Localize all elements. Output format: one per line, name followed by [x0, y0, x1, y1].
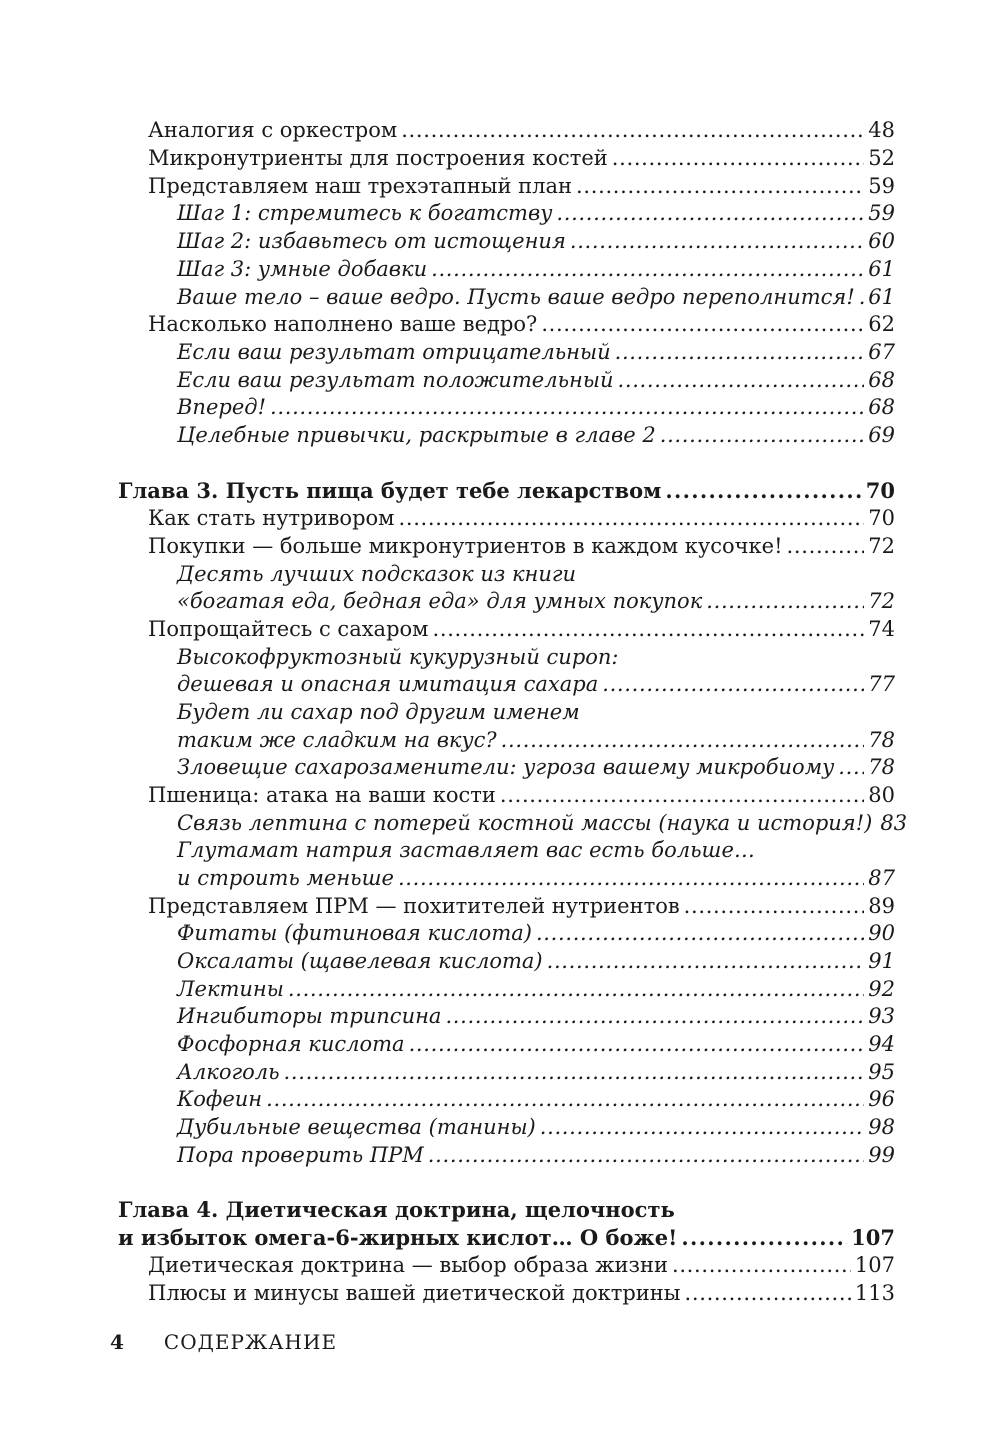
toc-entry-title: Шаг 2: избавьтесь от истощения: [177, 229, 566, 253]
toc-entry-title: Если ваш результат отрицательный: [177, 340, 611, 364]
toc-page-number: 93: [868, 1004, 895, 1028]
dot-leader: [288, 975, 864, 1003]
toc-chapter: [118, 477, 895, 505]
toc-entry: [177, 753, 895, 781]
toc-entry-title: Как стать нутривором: [148, 506, 395, 530]
dot-leader: [536, 919, 864, 947]
toc-entry: [177, 643, 895, 671]
dot-leader: [433, 615, 865, 643]
toc-entry: [148, 172, 895, 200]
toc-entry: [177, 670, 895, 698]
dot-leader: [684, 892, 865, 920]
toc-entry: [177, 1141, 895, 1169]
dot-leader: [431, 255, 864, 283]
toc-entry-title: Представляем ПРМ — похитителей нутриентов: [148, 894, 680, 918]
toc-page-number: 89: [868, 894, 895, 918]
toc-entry: [148, 532, 895, 560]
toc-entry-title: таким же сладким на вкус?: [177, 728, 497, 752]
toc-page-number: 61: [868, 257, 895, 281]
toc-entry: [148, 781, 895, 809]
dot-leader: [672, 1251, 851, 1279]
dot-leader: [660, 421, 865, 449]
toc-page-number: 113: [854, 1281, 895, 1305]
dot-leader: [270, 393, 864, 421]
toc-entry-title: «богатая еда, бедная еда» для умных покупок: [177, 589, 703, 613]
dot-leader: [576, 172, 864, 200]
toc-page-number: 72: [868, 534, 895, 558]
toc-page-number: 48: [868, 118, 895, 142]
toc-entry: [148, 144, 895, 172]
toc-entry-title: Фосфорная кислота: [177, 1032, 405, 1056]
dot-leader: [602, 670, 864, 698]
section-title: СОДЕРЖАНИЕ: [163, 1330, 338, 1354]
dot-leader: [399, 504, 865, 532]
toc-chapter: [118, 1224, 895, 1252]
toc-entry: [177, 726, 895, 754]
toc-page-number: 107: [854, 1253, 895, 1277]
toc-page-number: 92: [868, 977, 895, 1001]
toc-page-number: 87: [868, 866, 895, 890]
toc-entry-title: Насколько наполнено ваше ведро?: [148, 312, 538, 336]
toc-entry: [177, 698, 895, 726]
toc-chapter: [118, 1196, 895, 1224]
toc-entry-title: Представляем наш трехэтапный план: [148, 174, 573, 198]
toc-entry: [177, 836, 895, 864]
toc-page-number: 107: [851, 1225, 895, 1250]
dot-leader: [398, 864, 864, 892]
toc-page-number: 98: [868, 1115, 895, 1139]
toc-entry-title: Будет ли сахар под другим именем: [177, 700, 580, 724]
dot-leader: [787, 532, 865, 560]
toc-entry-title: Оксалаты (щавелевая кислота): [177, 949, 543, 973]
toc-entry-title: Целебные привычки, раскрытые в главе 2: [177, 423, 656, 447]
dot-leader: [541, 310, 864, 338]
toc-entry: [148, 1279, 895, 1307]
toc-entry-title: и строить меньше: [177, 866, 394, 890]
toc-page-number: 68: [868, 368, 895, 392]
toc-page-number: 62: [868, 312, 895, 336]
toc-page-number: 77: [868, 672, 895, 696]
toc-page-number: 52: [868, 146, 895, 170]
toc-page-number: 69: [868, 423, 895, 447]
toc-entry-title: дешевая и опасная имитация сахара: [177, 672, 599, 696]
toc-entry-title: Глутамат натрия заставляет вас есть больше…: [177, 838, 755, 862]
toc-entry-title: Алкоголь: [177, 1060, 280, 1084]
dot-leader: [500, 781, 864, 809]
dot-leader: [706, 587, 864, 615]
toc-page-number: 74: [868, 617, 895, 641]
toc-entry: [177, 1030, 895, 1058]
toc-entry-title: Пора проверить ПРМ: [177, 1143, 424, 1167]
dot-leader: [681, 1224, 847, 1252]
page-footer: [110, 1330, 337, 1354]
toc-page-number: 59: [868, 174, 895, 198]
toc-entry-title: Вперед!: [177, 395, 267, 419]
toc-page-number: 70: [865, 478, 895, 503]
dot-leader: [284, 1058, 865, 1086]
toc-page-number: 60: [868, 229, 895, 253]
toc-entry: [177, 587, 895, 615]
toc-entry-title: Глава 3. Пусть пища будет тебе лекарством: [118, 478, 662, 503]
toc-entry: [177, 283, 895, 311]
dot-leader: [612, 144, 865, 172]
toc-entry-title: Высокофруктозный кукурузный сироп:: [177, 645, 619, 669]
toc-entry-title: Кофеин: [177, 1087, 263, 1111]
toc-entry: [177, 1058, 895, 1086]
toc-entry: [177, 864, 895, 892]
toc-entry: [177, 1085, 895, 1113]
toc-page-number: 70: [868, 506, 895, 530]
toc-entry-title: и избыток омега-6-жирных кислот… О боже!: [118, 1225, 678, 1250]
toc-page-number: 90: [868, 921, 895, 945]
toc-entry-title: Фитаты (фитиновая кислота): [177, 921, 532, 945]
toc-entry-title: Аналогия с оркестром: [148, 118, 398, 142]
toc-entry-title: Зловещие сахарозаменители: угроза вашему микробиому: [177, 755, 835, 779]
dot-leader: [266, 1085, 864, 1113]
toc-entry-title: Глава 4. Диетическая доктрина, щелочность: [118, 1197, 675, 1222]
toc-page-number: 83: [880, 811, 908, 835]
dot-leader: [665, 477, 861, 505]
toc-entry: [177, 227, 895, 255]
toc-page-number: 78: [868, 755, 895, 779]
toc-entry-title: Лектины: [177, 977, 284, 1001]
toc-entry: [148, 504, 895, 532]
toc-entry: [177, 947, 895, 975]
toc-page-number: 96: [868, 1087, 895, 1111]
toc-page-number: 80: [868, 783, 895, 807]
toc-entry-title: Шаг 3: умные добавки: [177, 257, 428, 281]
toc-entry: [177, 1113, 895, 1141]
dot-leader: [685, 1279, 851, 1307]
dot-leader: [556, 199, 864, 227]
toc-page-number: 61: [868, 285, 895, 309]
dot-leader: [540, 1113, 865, 1141]
dot-leader: [618, 366, 865, 394]
toc-entry-title: Ингибиторы трипсина: [177, 1004, 442, 1028]
dot-leader: [570, 227, 864, 255]
toc-page-number: 99: [868, 1143, 895, 1167]
toc-entry: [177, 421, 895, 449]
toc-page-number: 91: [868, 949, 895, 973]
toc-entry-title: Микронутриенты для построения костей: [148, 146, 608, 170]
toc-entry-title: Диетическая доктрина — выбор образа жизни: [148, 1253, 668, 1277]
toc-page-number: 95: [868, 1060, 895, 1084]
toc-page-number: 94: [868, 1032, 895, 1056]
dot-leader: [838, 753, 864, 781]
toc-entry: [177, 338, 895, 366]
toc-page-number: 67: [868, 340, 895, 364]
toc-entry: [177, 809, 908, 837]
toc-entry: [177, 560, 895, 588]
toc-entry: [148, 1251, 895, 1279]
toc-entry-title: Шаг 1: стремитесь к богатству: [177, 201, 553, 225]
toc-entry: [148, 892, 895, 920]
toc-entry-title: Связь лептина с потерей костной массы (наука и история!): [177, 811, 873, 835]
dot-leader: [445, 1002, 864, 1030]
toc-entry: [177, 975, 895, 1003]
toc-entry: [177, 255, 895, 283]
toc-entry-title: Ваше тело – ваше ведро. Пусть ваше ведро переполнится!: [177, 285, 855, 309]
toc-page-number: 68: [868, 395, 895, 419]
dot-leader: [501, 726, 865, 754]
toc-entry: [177, 366, 895, 394]
toc-entry-title: Пшеница: атака на ваши кости: [148, 783, 496, 807]
dot-leader: [547, 947, 865, 975]
toc-entry-title: Если ваш результат положительный: [177, 368, 614, 392]
toc-entry: [148, 116, 895, 144]
toc-page-number: 78: [868, 728, 895, 752]
dot-leader: [859, 283, 865, 311]
toc-entry-title: Десять лучших подсказок из книги: [177, 562, 577, 586]
toc-page-number: 59: [868, 201, 895, 225]
page-number: 4: [110, 1330, 124, 1354]
toc-page-number: 72: [868, 589, 895, 613]
toc-entry-title: Попрощайтесь с сахаром: [148, 617, 429, 641]
dot-leader: [615, 338, 865, 366]
dot-leader: [409, 1030, 865, 1058]
toc-entry: [148, 310, 895, 338]
dot-leader: [428, 1141, 864, 1169]
toc-entry-title: Дубильные вещества (танины): [177, 1115, 536, 1139]
toc-entry: [177, 199, 895, 227]
toc-entry: [177, 1002, 895, 1030]
toc-entry: [177, 919, 895, 947]
toc-entry-title: Покупки — больше микронутриентов в каждом кусочке!: [148, 534, 783, 558]
dot-leader: [401, 116, 864, 144]
toc-entry: [177, 393, 895, 421]
toc-entry-title: Плюсы и минусы вашей диетической доктрины: [148, 1281, 681, 1305]
toc-entry: [148, 615, 895, 643]
